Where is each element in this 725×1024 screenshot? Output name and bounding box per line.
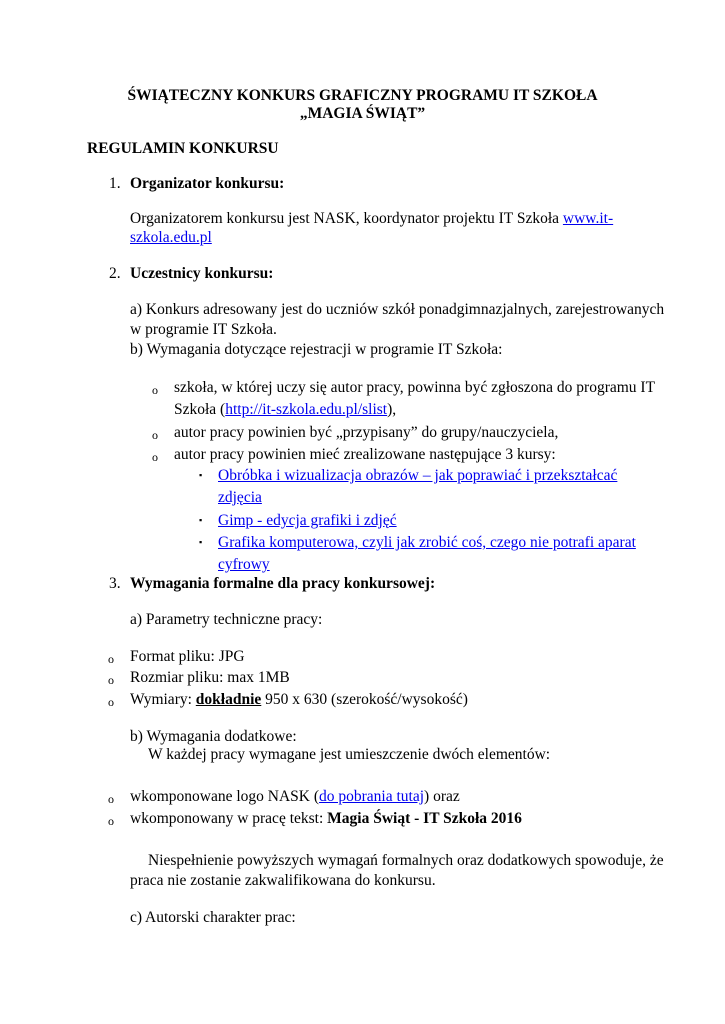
additional-req-label: b) Wymagania dodatkowe: (130, 728, 297, 745)
participants-a-line1: a) Konkurs adresowany jest do uczniów szkół ponadgimnazjalnych, zarejestrowanych (130, 301, 665, 318)
participants-b: b) Wymagania dotyczące rejestracji w programie IT Szkoła: (130, 341, 503, 358)
logo-download-link[interactable]: do pobrania tutaj (319, 788, 425, 805)
additional-req-sub: W każdej pracy wymagane jest umieszczenie dwóch elementów: (148, 746, 551, 763)
disqualification-note-line1: Niespełnienie powyższych wymagań formalnych oraz dodatkowych spowoduje, że (148, 852, 664, 869)
circle-bullet: o (108, 792, 114, 806)
circle-bullet: o (152, 383, 158, 397)
participants-a-line2: w programie IT Szkoła. (130, 321, 277, 338)
section-1-heading: Organizator konkursu: (130, 175, 285, 192)
circle-bullet: o (108, 673, 114, 687)
it-szkola-link-part2[interactable]: szkola.edu.pl (130, 229, 212, 246)
regulamin-heading: REGULAMIN KONKURSU (87, 140, 279, 157)
registration-bullet-1-line1: szkoła, w której uczy się autor pracy, powinna być zgłoszona do programu IT (174, 379, 656, 396)
circle-bullet: o (108, 652, 114, 666)
square-bullet: ▪ (199, 515, 203, 525)
logo-requirement (130, 785, 460, 808)
circle-bullet: o (108, 695, 114, 709)
organizer-text: Organizatorem konkursu jest NASK, koordynator projektu IT Szkoła (130, 210, 563, 227)
disqualification-note-line2: praca nie zostanie zakwalifikowana do konkursu. (130, 872, 436, 889)
technical-params-label: a) Parametry techniczne pracy: (130, 611, 323, 628)
registration-bullet-1-line2 (174, 398, 396, 421)
circle-bullet: o (152, 450, 158, 464)
bullet1-post: ), (387, 401, 397, 418)
dims-pre: Wymiary: (130, 691, 196, 708)
circle-bullet: o (108, 814, 114, 828)
circle-bullet: o (152, 428, 158, 442)
dims-exactly: dokładnie (195, 691, 262, 708)
size-requirement: Rozmiar pliku: max 1MB (130, 669, 290, 686)
course-2-link[interactable]: Gimp - edycja grafiki i zdjęć (218, 512, 397, 529)
slist-link[interactable]: http://it-szkola.edu.pl/slist (225, 401, 388, 418)
logo-post: ) oraz (424, 788, 460, 805)
registration-bullet-3: autor pracy powinien mieć zrealizowane następujące 3 kursy: (174, 446, 556, 463)
section-2-heading: Uczestnicy konkursu: (130, 265, 274, 282)
registration-bullet-2: autor pracy powinien być „przypisany” do grupy/nauczyciela, (174, 424, 559, 441)
bullet1-pre: Szkoła ( (174, 401, 226, 418)
section-3-number: 3. (109, 575, 121, 592)
square-bullet: ▪ (199, 537, 203, 547)
course-3-link-line2[interactable]: cyfrowy (218, 556, 270, 573)
dimensions-requirement (130, 688, 468, 711)
text-pre: wkomponowany w pracę tekst: (130, 810, 328, 827)
required-text: Magia Świąt - IT Szkoła 2016 (327, 810, 522, 827)
course-1-link-line2[interactable]: zdjęcia (218, 489, 262, 506)
text-requirement (130, 807, 522, 830)
logo-pre: wkomponowane logo NASK ( (130, 788, 319, 805)
section-1-number: 1. (109, 175, 121, 192)
dims-post: 950 x 630 (szerokość/wysokość) (261, 691, 468, 708)
course-3-link-line1[interactable]: Grafika komputerowa, czyli jak zrobić coś, czego nie potrafi aparat (218, 534, 636, 551)
section-3-heading: Wymagania formalne dla pracy konkursowej: (130, 575, 436, 592)
title-line-2: „MAGIA ŚWIĄT” (299, 105, 426, 122)
square-bullet: ▪ (199, 470, 203, 480)
format-requirement: Format pliku: JPG (130, 648, 245, 665)
title-line-1: ŚWIĄTECZNY KONKURS GRAFICZNY PROGRAMU IT SZKOŁA (127, 87, 598, 104)
authorship-label: c) Autorski charakter prac: (130, 909, 296, 926)
section-2-number: 2. (109, 265, 121, 282)
course-1-link-line1[interactable]: Obróbka i wizualizacja obrazów – jak poprawiać i przekształcać (218, 467, 618, 484)
it-szkola-link-part1[interactable]: www.it- (562, 210, 614, 227)
